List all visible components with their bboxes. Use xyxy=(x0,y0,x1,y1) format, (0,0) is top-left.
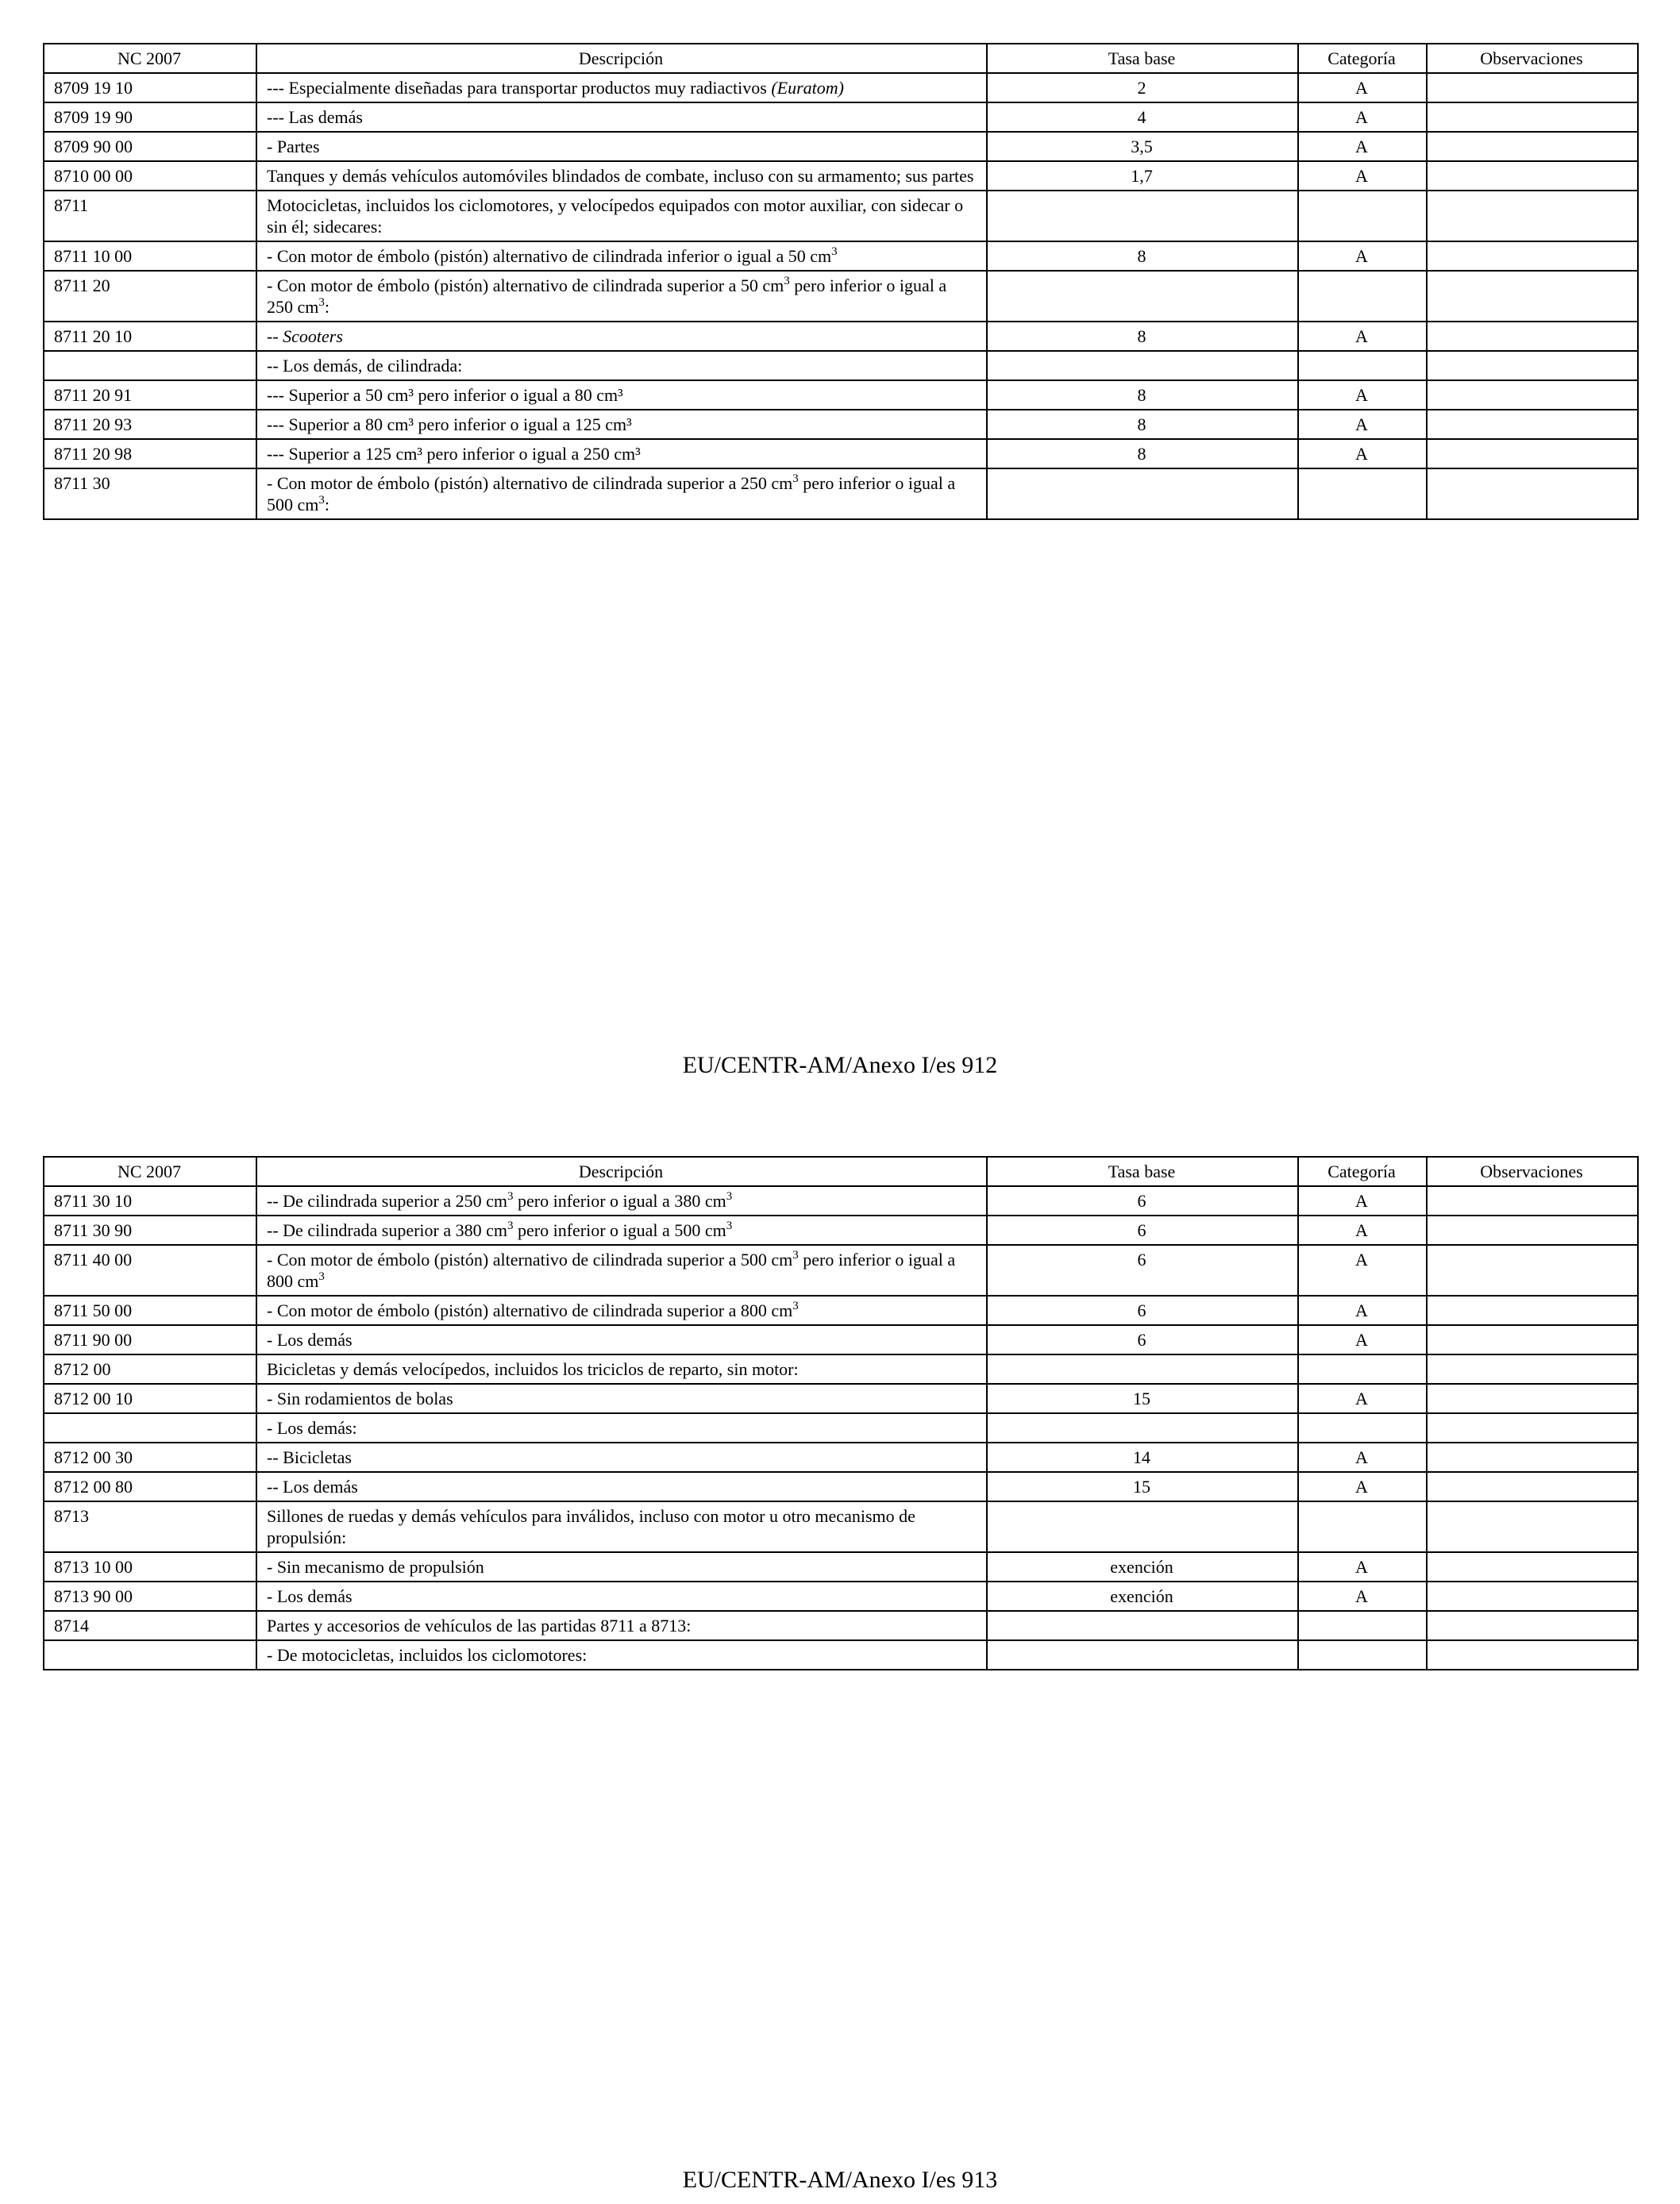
cell-observaciones xyxy=(1427,1384,1638,1413)
descripcion-text: Sillones de ruedas y demás vehículos para inválidos, incluso con motor u otro mecanismo de propulsión: xyxy=(267,1506,915,1547)
descripcion-text: -- Bicicletas xyxy=(267,1447,352,1467)
cell-tasa-base: 8 xyxy=(987,322,1298,351)
cell-nc-code: 8709 90 00 xyxy=(44,132,256,161)
cell-nc-code: 8712 00 30 xyxy=(44,1443,256,1472)
cell-observaciones xyxy=(1427,1296,1638,1325)
cell-descripcion xyxy=(256,1354,987,1384)
tariff-table-page-913 xyxy=(43,1156,1639,1670)
cell-descripcion xyxy=(256,410,987,439)
table-row xyxy=(44,1552,1638,1582)
descripcion-text-cont: pero inferior o igual a 500 cm xyxy=(267,473,956,514)
descripcion-text: --- Las demás xyxy=(267,107,363,127)
cell-nc-code: 8711 20 91 xyxy=(44,380,256,410)
superscript: 3 xyxy=(726,1190,733,1203)
cell-nc-code: 8711 30 xyxy=(44,468,256,519)
cell-descripcion xyxy=(256,1443,987,1472)
cell-observaciones xyxy=(1427,322,1638,351)
cell-tasa-base: 1,7 xyxy=(987,161,1298,191)
cell-nc-code: 8710 00 00 xyxy=(44,161,256,191)
cell-categoria: A xyxy=(1298,1472,1427,1501)
cell-nc-code: 8711 30 10 xyxy=(44,1186,256,1216)
header-nc: NC 2007 xyxy=(44,44,256,73)
cell-categoria: A xyxy=(1298,1384,1427,1413)
cell-categoria xyxy=(1298,191,1427,241)
cell-categoria: A xyxy=(1298,1552,1427,1582)
cell-nc-code: 8713 10 00 xyxy=(44,1552,256,1582)
cell-descripcion xyxy=(256,161,987,191)
table-row xyxy=(44,410,1638,439)
cell-descripcion xyxy=(256,468,987,519)
table-row xyxy=(44,73,1638,102)
cell-nc-code: 8713 xyxy=(44,1501,256,1552)
descripcion-text: -- De cilindrada superior a 250 cm xyxy=(267,1191,507,1211)
descripcion-text: Bicicletas y demás velocípedos, incluidos los triciclos de reparto, sin motor: xyxy=(267,1359,799,1379)
superscript: 3 xyxy=(784,275,790,287)
page-footer-913: EU/CENTR-AM/Anexo I/es 913 xyxy=(682,2167,998,2193)
cell-observaciones xyxy=(1427,1325,1638,1354)
cell-descripcion xyxy=(256,1472,987,1501)
table-row xyxy=(44,1611,1638,1640)
descripcion-text: --- Superior a 125 cm³ pero inferior o igual a 250 cm³ xyxy=(267,444,641,464)
table-row xyxy=(44,1296,1638,1325)
table-row xyxy=(44,351,1638,380)
cell-categoria xyxy=(1298,1354,1427,1384)
descripcion-text: -- Los demás, de cilindrada: xyxy=(267,356,463,376)
page-footer-912: EU/CENTR-AM/Anexo I/es 912 xyxy=(682,1052,998,1078)
descripcion-text-cont: pero inferior o igual a 250 cm xyxy=(267,276,947,317)
cell-descripcion xyxy=(256,1611,987,1640)
cell-observaciones xyxy=(1427,468,1638,519)
cell-observaciones xyxy=(1427,439,1638,468)
descripcion-text: - Con motor de émbolo (pistón) alternativo de cilindrada superior a 250 cm xyxy=(267,473,793,493)
superscript: 3 xyxy=(792,1249,799,1262)
descripcion-text: --- Especialmente diseñadas para transportar productos muy radiactivos xyxy=(267,78,767,98)
cell-tasa-base: 6 xyxy=(987,1325,1298,1354)
cell-tasa-base: 6 xyxy=(987,1296,1298,1325)
table-row xyxy=(44,132,1638,161)
cell-categoria xyxy=(1298,1640,1427,1670)
cell-observaciones xyxy=(1427,1413,1638,1443)
table-row xyxy=(44,1216,1638,1245)
cell-categoria: A xyxy=(1298,1186,1427,1216)
table-row xyxy=(44,1413,1638,1443)
descripcion-text-cont: pero inferior o igual a 380 cm xyxy=(513,1191,726,1211)
descripcion-text: Partes y accesorios de vehículos de las partidas 8711 a 8713: xyxy=(267,1616,692,1636)
cell-descripcion xyxy=(256,191,987,241)
table-row xyxy=(44,1245,1638,1296)
cell-nc-code: 8711 30 90 xyxy=(44,1216,256,1245)
cell-tasa-base xyxy=(987,351,1298,380)
cell-nc-code: 8711 40 00 xyxy=(44,1245,256,1296)
cell-descripcion xyxy=(256,1582,987,1611)
header-nc: NC 2007 xyxy=(44,1157,256,1186)
descripcion-text: -- De cilindrada superior a 380 cm xyxy=(267,1220,507,1240)
superscript: 3 xyxy=(507,1190,514,1203)
table-row xyxy=(44,241,1638,271)
cell-tasa-base: exención xyxy=(987,1552,1298,1582)
cell-observaciones xyxy=(1427,1186,1638,1216)
cell-nc-code xyxy=(44,351,256,380)
header-descripcion: Descripción xyxy=(256,1157,987,1186)
table-row xyxy=(44,468,1638,519)
table-row xyxy=(44,191,1638,241)
table-row xyxy=(44,102,1638,132)
cell-nc-code xyxy=(44,1640,256,1670)
cell-tasa-base xyxy=(987,468,1298,519)
cell-observaciones xyxy=(1427,1611,1638,1640)
cell-nc-code: 8711 90 00 xyxy=(44,1325,256,1354)
descripcion-text-cont: pero inferior o igual a 500 cm xyxy=(513,1220,726,1240)
cell-categoria xyxy=(1298,1611,1427,1640)
cell-descripcion xyxy=(256,1245,987,1296)
table-row xyxy=(44,161,1638,191)
descripcion-text: --- Superior a 50 cm³ pero inferior o igual a 80 cm³ xyxy=(267,385,623,405)
cell-categoria: A xyxy=(1298,132,1427,161)
cell-nc-code: 8712 00 xyxy=(44,1354,256,1384)
table-header-row xyxy=(44,44,1638,73)
cell-categoria: A xyxy=(1298,1325,1427,1354)
table-body xyxy=(44,73,1638,519)
table-row xyxy=(44,1501,1638,1552)
cell-categoria xyxy=(1298,1413,1427,1443)
cell-nc-code: 8711 xyxy=(44,191,256,241)
cell-nc-code: 8711 20 xyxy=(44,271,256,322)
descripcion-italic: (Euratom) xyxy=(771,78,844,98)
cell-observaciones xyxy=(1427,102,1638,132)
cell-categoria: A xyxy=(1298,1216,1427,1245)
cell-observaciones xyxy=(1427,241,1638,271)
tariff-table-page-912 xyxy=(43,43,1639,520)
cell-nc-code: 8711 20 98 xyxy=(44,439,256,468)
descripcion-text: Motocicletas, incluidos los ciclomotores, y velocípedos equipados con motor auxiliar, con sidecar o sin él; sidecares: xyxy=(267,195,964,237)
descripcion-text: - Con motor de émbolo (pistón) alternativo de cilindrada superior a 500 cm xyxy=(267,1250,793,1270)
descripcion-text: - Los demás: xyxy=(267,1418,357,1438)
descripcion-text: - Con motor de émbolo (pistón) alternativo de cilindrada inferior o igual a 50 cm xyxy=(267,246,832,266)
cell-descripcion xyxy=(256,1640,987,1670)
cell-categoria xyxy=(1298,1501,1427,1552)
cell-descripcion xyxy=(256,271,987,322)
header-categoria: Categoría xyxy=(1298,1157,1427,1186)
descripcion-text-end: : xyxy=(324,495,330,514)
cell-nc-code: 8714 xyxy=(44,1611,256,1640)
cell-descripcion xyxy=(256,132,987,161)
cell-tasa-base: 3,5 xyxy=(987,132,1298,161)
table-row xyxy=(44,1186,1638,1216)
cell-descripcion xyxy=(256,380,987,410)
cell-categoria: A xyxy=(1298,161,1427,191)
cell-nc-code: 8712 00 10 xyxy=(44,1384,256,1413)
descripcion-italic: Scooters xyxy=(283,326,343,346)
cell-categoria: A xyxy=(1298,102,1427,132)
cell-tasa-base: 6 xyxy=(987,1216,1298,1245)
header-observaciones: Observaciones xyxy=(1427,44,1638,73)
cell-observaciones xyxy=(1427,73,1638,102)
cell-descripcion xyxy=(256,1186,987,1216)
table-row xyxy=(44,322,1638,351)
cell-categoria: A xyxy=(1298,73,1427,102)
table-row xyxy=(44,1472,1638,1501)
cell-nc-code: 8711 20 10 xyxy=(44,322,256,351)
cell-descripcion xyxy=(256,241,987,271)
table-header-row xyxy=(44,1157,1638,1186)
cell-categoria: A xyxy=(1298,241,1427,271)
cell-tasa-base: 8 xyxy=(987,439,1298,468)
descripcion-text: Tanques y demás vehículos automóviles blindados de combate, incluso con su armamento; sus partes xyxy=(267,166,974,186)
cell-descripcion xyxy=(256,1384,987,1413)
header-tasa-base: Tasa base xyxy=(987,1157,1298,1186)
cell-tasa-base: 15 xyxy=(987,1472,1298,1501)
cell-observaciones xyxy=(1427,161,1638,191)
cell-descripcion xyxy=(256,1552,987,1582)
cell-observaciones xyxy=(1427,1582,1638,1611)
cell-tasa-base xyxy=(987,271,1298,322)
cell-nc-code: 8709 19 10 xyxy=(44,73,256,102)
cell-descripcion xyxy=(256,351,987,380)
cell-descripcion xyxy=(256,73,987,102)
table-row xyxy=(44,1640,1638,1670)
cell-nc-code: 8711 20 93 xyxy=(44,410,256,439)
cell-descripcion xyxy=(256,1216,987,1245)
cell-tasa-base: 15 xyxy=(987,1384,1298,1413)
table-row xyxy=(44,439,1638,468)
cell-categoria xyxy=(1298,468,1427,519)
cell-categoria: A xyxy=(1298,439,1427,468)
header-descripcion: Descripción xyxy=(256,44,987,73)
header-categoria: Categoría xyxy=(1298,44,1427,73)
cell-tasa-base: 14 xyxy=(987,1443,1298,1472)
cell-categoria xyxy=(1298,271,1427,322)
cell-descripcion xyxy=(256,102,987,132)
cell-categoria: A xyxy=(1298,410,1427,439)
cell-categoria xyxy=(1298,351,1427,380)
cell-observaciones xyxy=(1427,1552,1638,1582)
cell-observaciones xyxy=(1427,1354,1638,1384)
cell-tasa-base xyxy=(987,1354,1298,1384)
cell-observaciones xyxy=(1427,271,1638,322)
superscript: 3 xyxy=(318,494,325,507)
cell-observaciones xyxy=(1427,191,1638,241)
cell-tasa-base: 8 xyxy=(987,241,1298,271)
cell-tasa-base: 8 xyxy=(987,410,1298,439)
cell-tasa-base xyxy=(987,1413,1298,1443)
cell-descripcion xyxy=(256,1413,987,1443)
descripcion-text: -- Los demás xyxy=(267,1477,358,1497)
cell-nc-code: 8711 10 00 xyxy=(44,241,256,271)
header-observaciones: Observaciones xyxy=(1427,1157,1638,1186)
table-row xyxy=(44,1443,1638,1472)
cell-descripcion xyxy=(256,1296,987,1325)
descripcion-text: - De motocicletas, incluidos los ciclomotores: xyxy=(267,1645,588,1665)
descripcion-text: - Los demás xyxy=(267,1586,353,1606)
cell-observaciones xyxy=(1427,351,1638,380)
superscript: 3 xyxy=(831,245,838,258)
cell-observaciones xyxy=(1427,380,1638,410)
cell-observaciones xyxy=(1427,1472,1638,1501)
cell-tasa-base xyxy=(987,191,1298,241)
table-row xyxy=(44,1325,1638,1354)
descripcion-text: - Con motor de émbolo (pistón) alternativo de cilindrada superior a 800 cm xyxy=(267,1300,793,1320)
table-row xyxy=(44,1384,1638,1413)
cell-observaciones xyxy=(1427,1443,1638,1472)
table-row xyxy=(44,271,1638,322)
cell-tasa-base xyxy=(987,1640,1298,1670)
table-body xyxy=(44,1186,1638,1670)
cell-descripcion xyxy=(256,439,987,468)
superscript: 3 xyxy=(726,1220,733,1232)
superscript: 3 xyxy=(792,472,799,485)
table-row xyxy=(44,380,1638,410)
cell-observaciones xyxy=(1427,132,1638,161)
header-tasa-base: Tasa base xyxy=(987,44,1298,73)
cell-tasa-base xyxy=(987,1501,1298,1552)
cell-descripcion xyxy=(256,1501,987,1552)
cell-nc-code xyxy=(44,1413,256,1443)
cell-categoria: A xyxy=(1298,1296,1427,1325)
cell-observaciones xyxy=(1427,1245,1638,1296)
cell-categoria: A xyxy=(1298,1245,1427,1296)
cell-observaciones xyxy=(1427,1640,1638,1670)
cell-tasa-base: 2 xyxy=(987,73,1298,102)
cell-categoria: A xyxy=(1298,380,1427,410)
superscript: 3 xyxy=(507,1220,514,1232)
superscript: 3 xyxy=(792,1300,799,1312)
superscript: 3 xyxy=(318,1270,325,1283)
superscript: 3 xyxy=(318,296,325,309)
cell-tasa-base: 6 xyxy=(987,1186,1298,1216)
cell-categoria: A xyxy=(1298,322,1427,351)
cell-tasa-base: 6 xyxy=(987,1245,1298,1296)
cell-observaciones xyxy=(1427,1501,1638,1552)
descripcion-text: - Partes xyxy=(267,137,320,156)
cell-observaciones xyxy=(1427,1216,1638,1245)
cell-observaciones xyxy=(1427,410,1638,439)
cell-tasa-base xyxy=(987,1611,1298,1640)
cell-nc-code: 8712 00 80 xyxy=(44,1472,256,1501)
descripcion-text: --- Superior a 80 cm³ pero inferior o igual a 125 cm³ xyxy=(267,414,632,434)
descripcion-text: - Sin rodamientos de bolas xyxy=(267,1389,453,1408)
descripcion-text: - Con motor de émbolo (pistón) alternativo de cilindrada superior a 50 cm xyxy=(267,276,784,295)
cell-tasa-base: 4 xyxy=(987,102,1298,132)
table-row xyxy=(44,1582,1638,1611)
cell-nc-code: 8709 19 90 xyxy=(44,102,256,132)
cell-categoria: A xyxy=(1298,1582,1427,1611)
descripcion-text: - Sin mecanismo de propulsión xyxy=(267,1557,484,1577)
cell-nc-code: 8713 90 00 xyxy=(44,1582,256,1611)
descripcion-text-end: : xyxy=(324,297,330,317)
descripcion-text: - Los demás xyxy=(267,1330,353,1350)
descripcion-text: -- xyxy=(267,326,283,346)
cell-nc-code: 8711 50 00 xyxy=(44,1296,256,1325)
cell-categoria: A xyxy=(1298,1443,1427,1472)
table-row xyxy=(44,1354,1638,1384)
cell-descripcion xyxy=(256,1325,987,1354)
descripcion-text-cont: pero inferior o igual a 800 cm xyxy=(267,1250,956,1291)
cell-tasa-base: exención xyxy=(987,1582,1298,1611)
cell-tasa-base: 8 xyxy=(987,380,1298,410)
cell-descripcion xyxy=(256,322,987,351)
